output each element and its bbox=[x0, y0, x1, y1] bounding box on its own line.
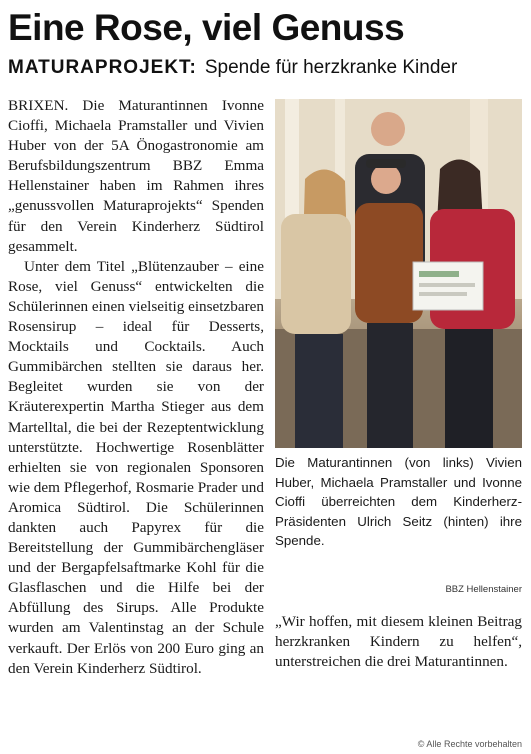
right-column bbox=[275, 612, 522, 672]
headline: Eine Rose, viel Genuss bbox=[8, 7, 405, 48]
subheadline-line bbox=[8, 55, 528, 81]
subheadline: Spende für herzkranke Kinder bbox=[204, 57, 458, 78]
kicker: MATURAPROJEKT: bbox=[8, 57, 197, 78]
paragraph-body: Unter dem Titel „Blütenzauber – eine Rose, viel Genuss“ entwickelten die Schülerinnen einen vielseitig einsetzbaren Rosensirup – ideal für Desserts, Mocktails und Cocktails. Auch Gummibärchen stellten sie daraus her. Begleitet wurden sie von der Kräuterexpertin Martha Stieger aus dem Martelltal, die bei der Rezeptentwicklung unterstützte. Hochwertige Rosenblätter erhielten sie von regionalen Sponsoren wie dem Pflegerhof, Rosmarie Prader und Aromica Südtirol. Die Schülerinnen dankten auch Papyrex für die Bereitstellung der Gummibärchengläser und der Bergapfelsaftmarke Kohl für die Glasflaschen und die Hilfe bei der Abfüllung des Sirups. Alle Produkte wurden am Valentinstag an der Schule verkauft. Der Erlös von 200 Euro ging an den Verein Kinderherz Südtirol. bbox=[8, 257, 264, 677]
photo-caption: Die Maturantinnen (von links) Vivien Huber, Michaela Pramstaller und Ivonne Cioffi überreichten dem Kinderherz-Präsidenten Ulrich Seitz (hinten) ihre Spende. bbox=[275, 455, 522, 548]
paragraph-intro: BRIXEN. Die Maturantinnen Ivonne Cioffi, Michaela Pramstaller und Vivien Huber von der 5A Önogastronomie am Berufsbildungszentrum BBZ Emma Hellenstainer haben im Rahmen ihres „genussvollen Maturaprojekts“ Spenden für den Verein Kinderherz Südtirol gesammelt. bbox=[8, 97, 264, 255]
rights-notice: © Alle Rechte vorbehalten bbox=[417, 739, 522, 749]
paragraph-quote: „Wir hoffen, mit diesem kleinen Beitrag herzkranken Kindern zu helfen“, unterstreichen die drei Maturantinnen. bbox=[275, 613, 522, 671]
left-column bbox=[8, 96, 264, 679]
article-photo bbox=[275, 99, 522, 448]
photo-credit: BBZ Hellenstainer bbox=[445, 584, 522, 595]
